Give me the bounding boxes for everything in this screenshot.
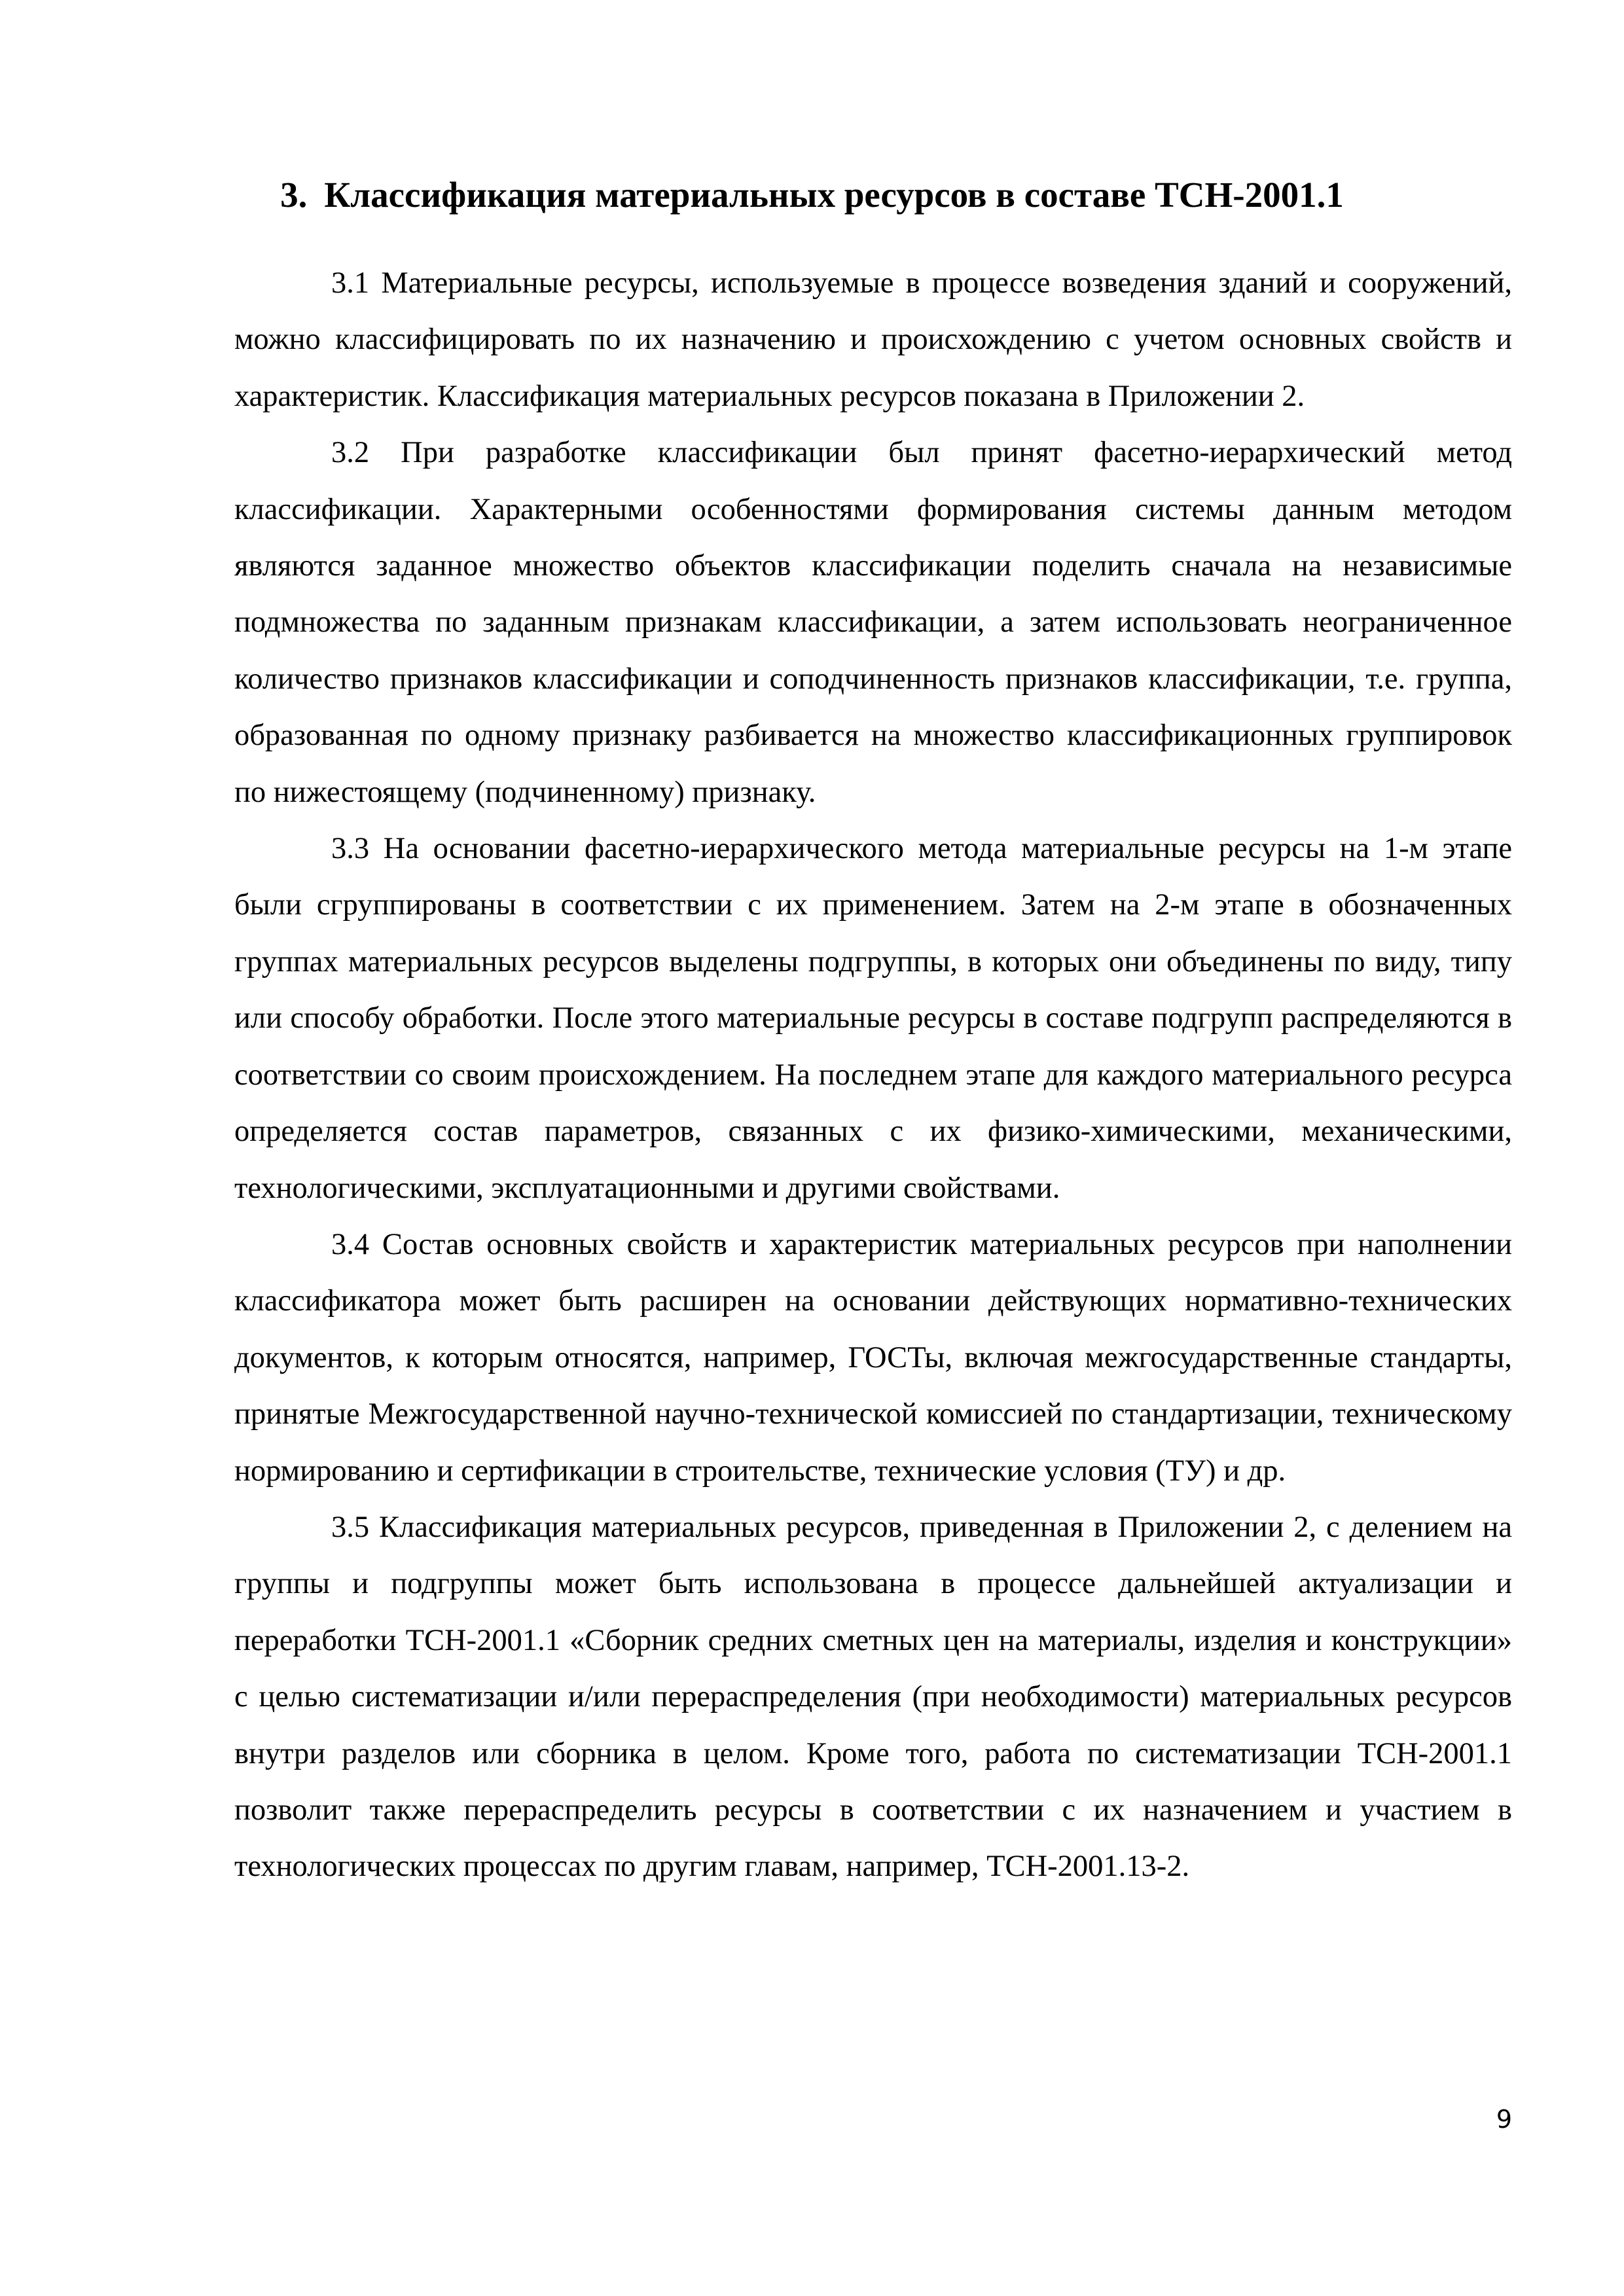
paragraph-3-4: 3.4 Состав основных свойств и характеристик материальных ресурсов при наполнении классификатора может быть расширен на основании действующих нормативно-технических документов, к которым относятся, например, ГОСТы, включая межгосударственные стандарты, принятые Межгосударственной научно-технической комиссией по стандартизации, техническому нормированию и сертификации в строительстве, технические условия (ТУ) и др. xyxy=(234,1227,1512,1488)
paragraph-3-1: 3.1 Материальные ресурсы, используемые в процессе возведения зданий и сооружений, можно классифицировать по их назначению и происхождению с учетом основных свойств и характеристик. Классификация материальных ресурсов показана в Приложении 2. xyxy=(234,266,1512,413)
section-number: 3. xyxy=(280,175,308,215)
paragraph-3-3: 3.3 На основании фасетно-иерархического метода материальные ресурсы на 1-м этапе были сгруппированы в соответствии с их применением. Затем на 2-м этапе в обозначенных группах материальных ресурсов выделены подгруппы, в которых они объединены по виду, типу или способу обработки. После этого материальные ресурсы в составе подгрупп распределяются в соответствии со своим происхождением. На последнем этапе для каждого материального ресурса определяется состав параметров, связанных с их физико-химическими, механическими, технологическими, эксплуатационными и другими свойствами. xyxy=(234,832,1512,1205)
section-title: Классификация материальных ресурсов в составе ТСН-2001.1 xyxy=(324,175,1344,215)
section-heading xyxy=(0,169,1624,221)
paragraph-3-5: 3.5 Классификация материальных ресурсов, приведенная в Приложении 2, с делением на группы и подгруппы может быть использована в процессе дальнейшей актуализации и переработки ТСН-2001.1 «Сборник средних сметных цен на материалы, изделия и конструкции» с целью систематизации и/или перераспределения (при необходимости) материальных ресурсов внутри разделов или сборника в целом. Кроме того, работа по систематизации ТСН-2001.1 позволит также перераспределить ресурсы в соответствии с их назначением и участием в технологических процессах по другим главам, например, ТСН-2001.13-2. xyxy=(234,1510,1512,1884)
paragraph-3-2: 3.2 При разработке классификации был принят фасетно-иерархический метод классификации. Характерными особенностями формирования системы данным методом являются заданное множество объектов классификации поделить сначала на независимые подмножества по заданным признакам классификации, а затем использовать неограниченное количество признаков классификации и соподчиненность признаков классификации, т.е. группа, образованная по одному признаку разбивается на множество классификационных группировок по нижестоящему (подчиненному) признаку. xyxy=(234,436,1512,809)
document-body xyxy=(234,255,1512,1895)
page-number: 9 xyxy=(1496,2105,1512,2134)
